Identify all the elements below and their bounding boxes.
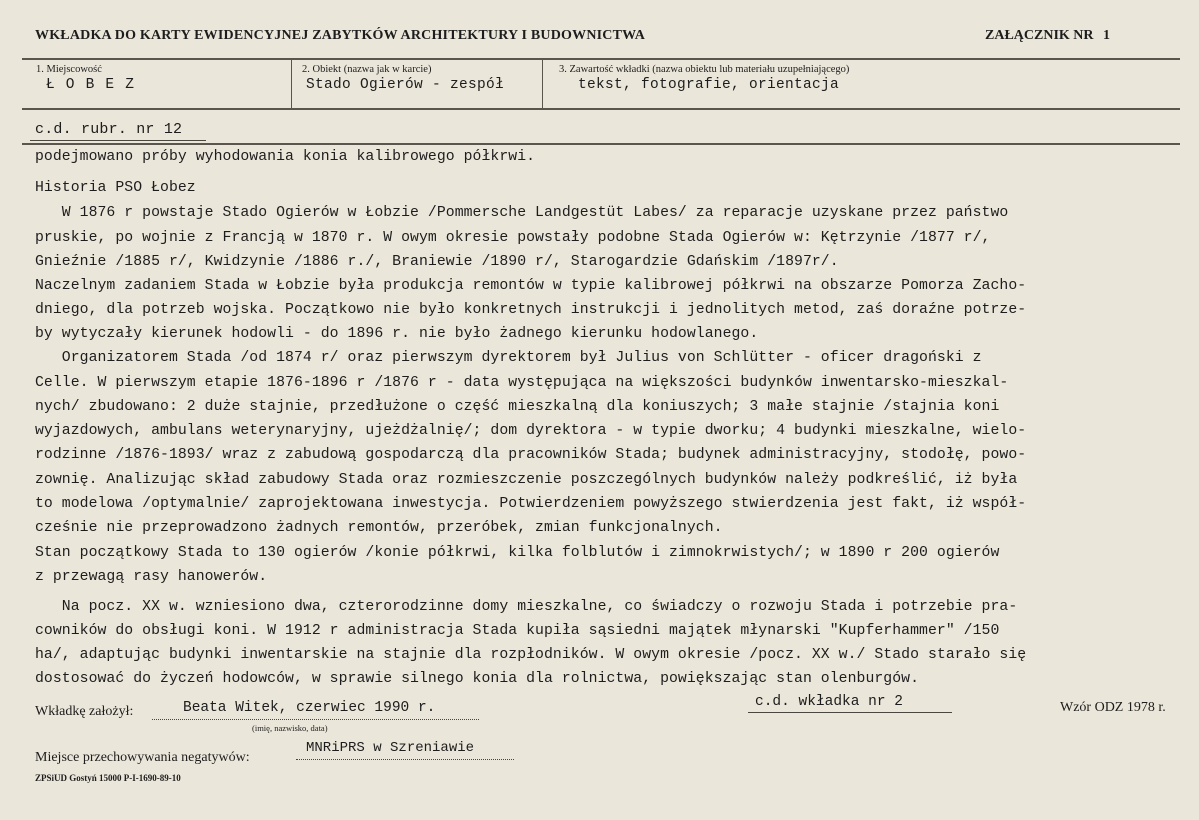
- body-line: Organizatorem Stada /od 1874 r/ oraz pierwszym dyrektorem był Julius von Schlütter - oficer dragoński z: [35, 350, 982, 366]
- body-line: cowników do obsługi koni. W 1912 r administracja Stada kupiła sąsiedni majątek młynarski "Kupferhammer" /150: [35, 623, 1000, 639]
- continuation-underline: [30, 140, 206, 141]
- body-line: by wytyczały kierunek hodowli - do 1896 r. nie było żadnego kierunku hodowlanego.: [35, 326, 759, 342]
- body-line: cześnie nie przeprowadzono żadnych remontów, przeróbek, zmian funkcjonalnych.: [35, 520, 723, 536]
- body-line: Celle. W pierwszym etapie 1876-1896 r /1876 r - data występująca na większości budynków inwentarsko-mieszkal-: [35, 375, 1009, 391]
- body-line: zownię. Analizując skład zabudowy Stada oraz rozmieszczenie poszczególnych budynków należy podkreślić, iż była: [35, 472, 1018, 488]
- continuation-insert: c.d. wkładka nr 2: [755, 694, 903, 710]
- content-value: tekst, fotografie, orientacja: [578, 77, 840, 93]
- locality-value: Ł O B E Z: [46, 77, 136, 93]
- body-line: Na pocz. XX w. wzniesiono dwa, czterorodzinne domy mieszkalne, co świadczy o rozwoju Stada i potrzebie pra-: [35, 599, 1018, 615]
- body-line: Stan początkowy Stada to 130 ogierów /konie półkrwi, kilka folblutów i zimnokrwistych/; w 1890 r 200 ogierów: [35, 545, 1000, 561]
- continuation-insert-underline: [748, 712, 952, 713]
- body-line: Gnieźnie /1885 r/, Kwidzynie /1886 r./, Braniewie /1890 r/, Starogardzie Gdańskim /1897r/.: [35, 254, 839, 270]
- object-label: 2. Obiekt (nazwa jak w karcie): [302, 64, 432, 75]
- body-line: podejmowano próby wyhodowania konia kalibrowego półkrwi.: [35, 149, 536, 165]
- annex-label: [985, 28, 1110, 44]
- document-title: WKŁADKA DO KARTY EWIDENCYJNEJ ZABYTKÓW ARCHITEKTURY I BUDOWNICTWA: [35, 28, 646, 43]
- body-line: dostosować do życzeń hodowców, w sprawie silnego konia dla rolnictwa, powiększając stan olenburgów.: [35, 671, 920, 687]
- founder-caption: (imię, nazwisko, data): [252, 723, 328, 733]
- printer-info: ZPSiUD Gostyń 15000 P-I-1690-89-10: [35, 773, 181, 783]
- body-line: ha/, adaptując budynki inwentarskie na stajnie dla rozpłodników. W owym okresie /pocz. XX w./ Stado starało się: [35, 647, 1027, 663]
- locality-label: 1. Miejscowość: [36, 64, 102, 75]
- body-line: dniego, dla potrzeb wojska. Początkowo nie było konkretnych instrukcji i jednolitych metod, zaś doraźne potrze-: [35, 302, 1027, 318]
- body-line: pruskie, po wojnie z Francją w 1870 r. W owym okresie powstały podobne Stada Ogierów w: Kętrzynie /1877 r/,: [35, 230, 991, 246]
- annex-label-text: ZAŁĄCZNIK NR: [985, 28, 1094, 43]
- founder-dotline: [152, 719, 479, 720]
- continuation-reference: c.d. rubr. nr 12: [35, 121, 183, 138]
- negatives-label: Miejsce przechowywania negatywów:: [35, 750, 250, 765]
- founder-label: Wkładkę założył:: [35, 704, 134, 719]
- negatives-value: MNRiPRS w Szreniawie: [306, 740, 475, 756]
- body-line: wyjazdowych, ambulans weterynaryjny, ujeżdżalnię/; dom dyrektora - w typie dworku; 4 budynki mieszkalne, wielo-: [35, 423, 1027, 439]
- form-model: Wzór ODZ 1978 r.: [1060, 700, 1166, 715]
- founder-value: Beata Witek, czerwiec 1990 r.: [183, 700, 436, 716]
- field-divider: [291, 58, 292, 110]
- body-line: Naczelnym zadaniem Stada w Łobzie była produkcja remontów w typie kalibrowej półkrwi na obszarze Pomorza Zacho-: [35, 278, 1027, 294]
- body-line: nych/ zbudowano: 2 duże stajnie, przedłużone o część mieszkalną dla koniuszych; 3 małe stajnie /stajnia koni: [35, 399, 1000, 415]
- annex-number: 1: [1103, 28, 1111, 43]
- content-label: 3. Zawartość wkładki (nazwa obiektu lub materiału uzupełniającego): [559, 64, 850, 75]
- section-rule: [22, 143, 1180, 145]
- body-line: rodzinne /1876-1893/ wraz z zabudową gospodarczą dla pracowników Stada; budynek administracyjny, stodołę, powo-: [35, 447, 1027, 463]
- field-divider: [542, 58, 543, 110]
- body-line: to modelowa /optymalnie/ zaprojektowana inwestycja. Potwierdzeniem powyższego stwierdzenia jest fakt, iż współ-: [35, 496, 1027, 512]
- body-line: z przewagą rasy hanowerów.: [35, 569, 268, 585]
- body-heading: Historia PSO Łobez: [35, 180, 196, 196]
- object-value: Stado Ogierów - zespół: [306, 77, 505, 93]
- negatives-dotline: [296, 759, 514, 760]
- body-line: W 1876 r powstaje Stado Ogierów w Łobzie /Pommersche Landgestüt Labes/ za reparacje uzyskane przez państwo: [35, 205, 1009, 221]
